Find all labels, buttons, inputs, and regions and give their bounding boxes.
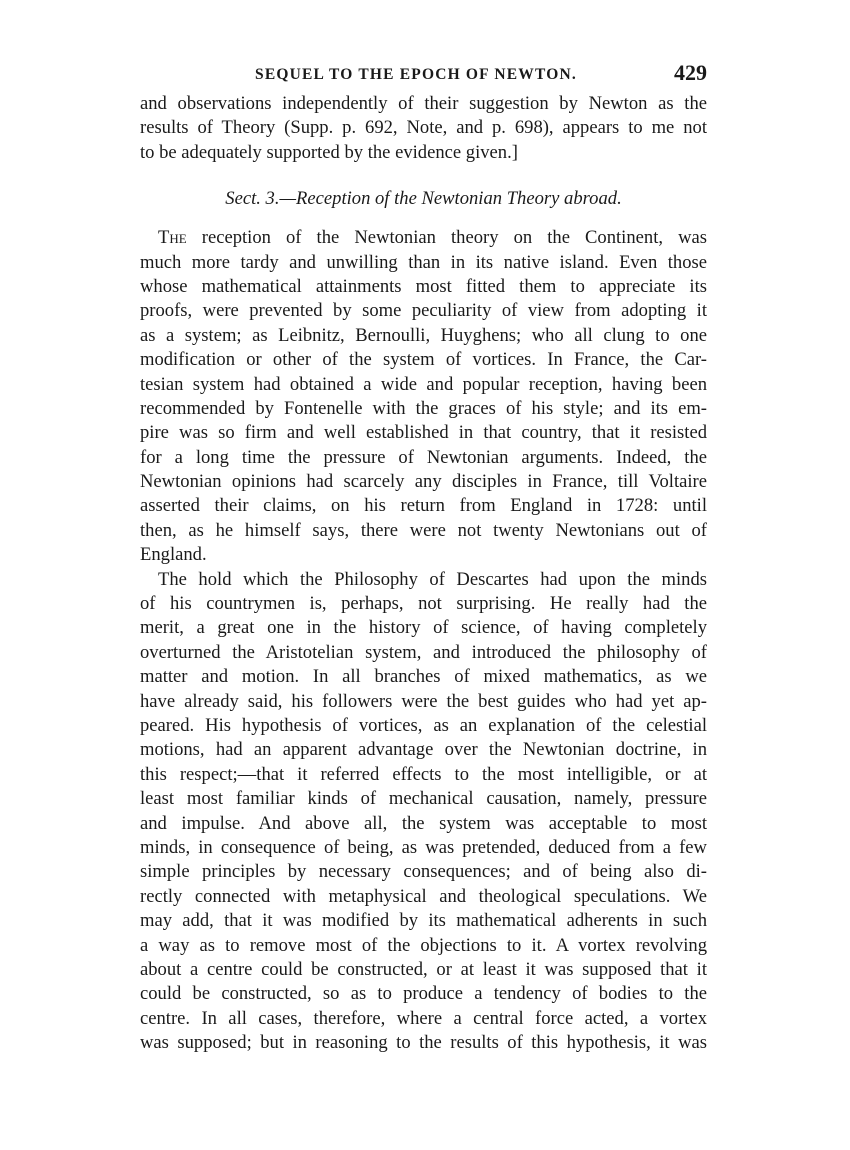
text-line: minds, in consequence of being, as was pretended, deduced from a few — [140, 836, 707, 858]
book-page — [140, 58, 707, 1055]
text-run: reception of the Newtonian theory on the Continent, was — [186, 227, 707, 249]
text-line: and observations independently of their suggestion by Newton as the — [140, 93, 707, 114]
text-line: to be adequately supported by the evidence given.] — [140, 141, 518, 163]
text-line: merit, a great one in the history of science, of having completely — [140, 617, 707, 639]
text-line: Newtonian opinions had scarcely any disciples in France, till Voltaire — [140, 471, 707, 493]
text-line: may add, that it was modified by its mathematical adherents in such — [140, 910, 707, 932]
text-line: tesian system had obtained a wide and popular reception, having been — [140, 373, 707, 395]
text-line: could be constructed, so as to produce a tendency of bodies to the — [140, 983, 707, 1005]
text-line: overturned the Aristotelian system, and introduced the philosophy of — [140, 641, 707, 663]
page-number: 429 — [674, 60, 707, 85]
text-line: results of Theory (Supp. p. 692, Note, and p. 698), appears to me not — [140, 117, 707, 139]
text-line: least most familiar kinds of mechanical causation, namely, pressure — [140, 788, 707, 810]
text-line: a way as to remove most of the objections to it. A vortex revolving — [140, 934, 707, 956]
text-line: then, as he himself says, there were not twenty Newtonians out of — [140, 519, 707, 541]
text-line: much more tardy and unwilling than in its native island. Even those — [140, 251, 707, 273]
text-line: The hold which the Philosophy of Descartes had upon the minds — [158, 568, 707, 590]
text-line: asserted their claims, on his return from England in 1728: until — [140, 495, 707, 517]
text-line — [140, 226, 707, 250]
text-line: recommended by Fontenelle with the graces of his style; and its em- — [140, 397, 707, 419]
paragraph-reception — [140, 226, 707, 567]
text-line: have already said, his followers were the best guides who had yet ap- — [140, 690, 707, 712]
paragraph-descartes — [140, 568, 707, 1056]
intro-paragraph — [140, 92, 707, 165]
text-line: England. — [140, 544, 207, 566]
text-line: rectly connected with metaphysical and theological speculations. We — [140, 885, 707, 907]
text-line: simple principles by necessary consequences; and of being also di- — [140, 861, 707, 883]
drop-word: The — [158, 227, 187, 249]
text-line: modification or other of the system of vortices. In France, the Car- — [140, 349, 707, 371]
text-line: proofs, were prevented by some peculiarity of view from adopting it — [140, 300, 707, 322]
text-line: centre. In all cases, therefore, where a central force acted, a vortex — [140, 1007, 707, 1029]
text-line: motions, had an apparent advantage over the Newtonian doctrine, in — [140, 739, 707, 761]
text-line: as a system; as Leibnitz, Bernoulli, Huyghens; who all clung to one — [140, 324, 707, 346]
running-head — [140, 58, 707, 92]
text-line: and impulse. And above all, the system was acceptable to most — [140, 812, 707, 834]
text-line: of his countrymen is, perhaps, not surprising. He really had the — [140, 593, 707, 615]
text-line: about a centre could be constructed, or at least it was supposed that it — [140, 958, 707, 980]
section-heading: Sect. 3.—Reception of the Newtonian Theory abroad. — [225, 188, 622, 210]
text-line: matter and motion. In all branches of mixed mathematics, as we — [140, 666, 707, 688]
text-line: was supposed; but in reasoning to the results of this hypothesis, it was — [140, 1032, 707, 1054]
text-line: for a long time the pressure of Newtonian arguments. Indeed, the — [140, 446, 707, 468]
text-line: peared. His hypothesis of vortices, as an explanation of the celestial — [140, 714, 707, 736]
running-title: SEQUEL TO THE EPOCH OF NEWTON. — [255, 66, 577, 83]
text-line: this respect;—that it referred effects to the most intelligible, or at — [140, 763, 707, 785]
text-line: whose mathematical attainments most fitted them to appreciate its — [140, 275, 707, 297]
text-line: pire was so firm and well established in that country, that it resisted — [140, 422, 707, 444]
